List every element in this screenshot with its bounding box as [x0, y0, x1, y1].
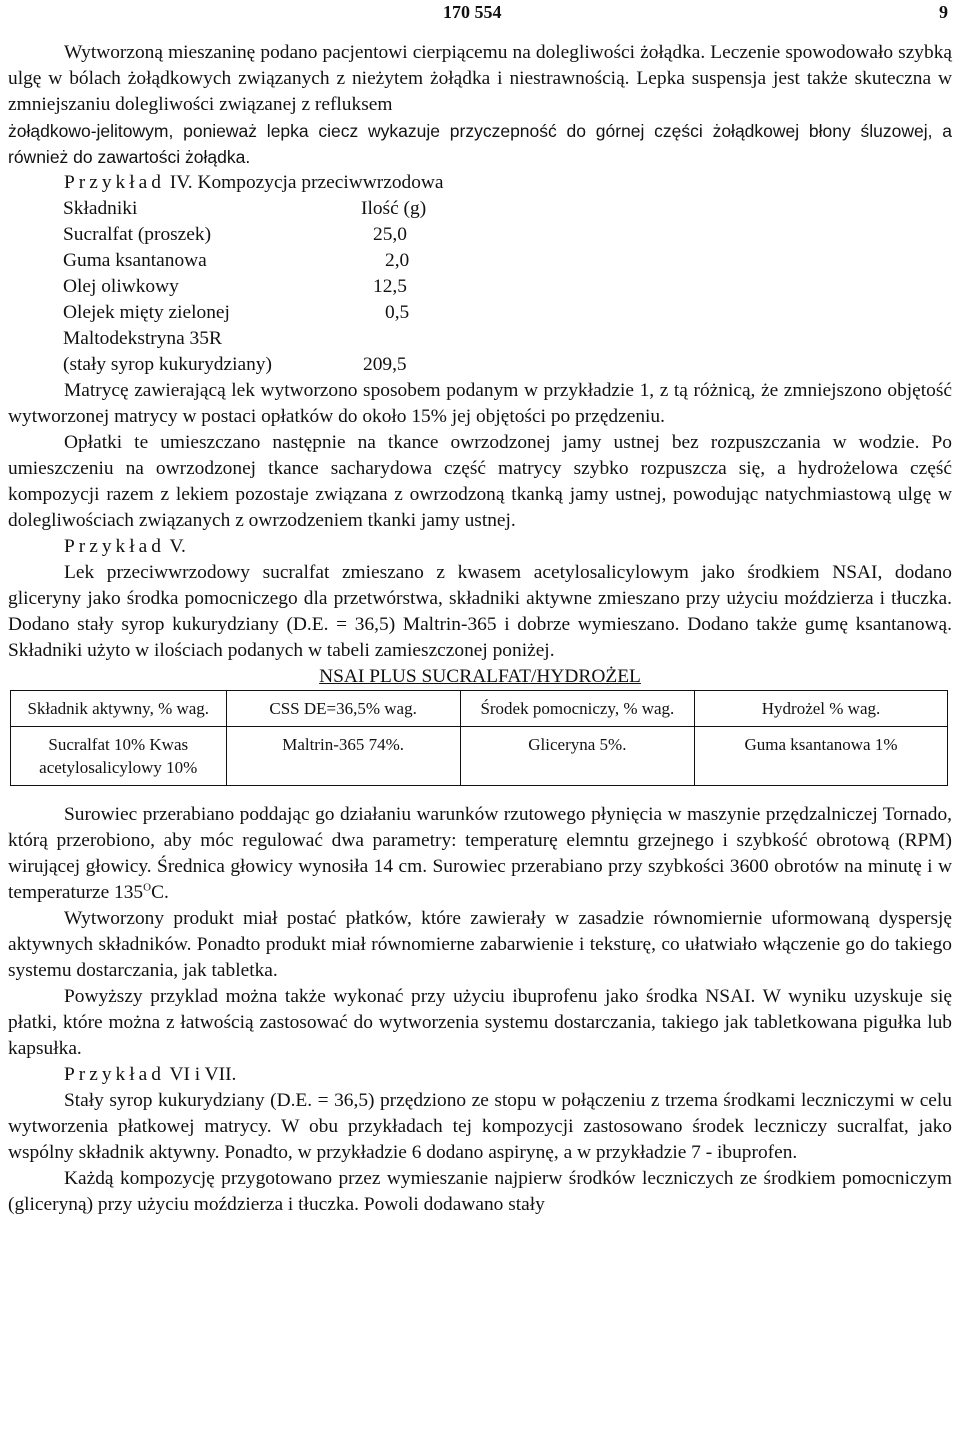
example-6-7-paragraph: Stały syrop kukurydziany (D.E. = 36,5) przędziono ze stopu w połączeniu z trzema środkami leczniczymi w celu wytworzenia płatkowej matrycy. W obu przykładach tej kompozycji zastosowano środek leczniczy sucralfat, jako wspólny składnik aktywny. Ponadto, w przykładzie 6 dodano aspirynę, a w przykładzie 7 - ibuprofen.: [8, 1090, 952, 1163]
ingredients-header: [63, 196, 952, 222]
example-6-7-heading: [8, 1062, 952, 1088]
example-5-heading: [8, 534, 952, 560]
ingredient-row: [63, 300, 952, 326]
composition-table: [10, 690, 948, 786]
table-header-row: [11, 691, 948, 727]
example-4-paragraph: Matrycę zawierającą lek wytworzono sposobem podanym w przykładzie 1, z tą różnicą, że zmniejszono objętość wytworzonej matrycy w postaci opłatków do około 15% jej objętości po przędzeniu.: [8, 380, 952, 427]
ingredient-row: [63, 222, 952, 248]
ingredient-qty: 0,5: [385, 302, 410, 323]
table-row: [11, 727, 948, 786]
ingredient-column-header: Składniki: [63, 198, 138, 219]
ingredient-name: Olejek mięty zielonej: [63, 302, 230, 323]
example-5-paragraph: Wytworzony produkt miał postać płatków, które zawierały w zasadzie równomiernie uformowaną dyspersję aktywnych składników. Ponadto produkt miał równomierne zabarwienie i teksturę, co ułatwiało włączenie go do takiego systemu dostarczania, jak tabletka.: [8, 908, 952, 981]
ingredient-qty: 2,0: [385, 250, 410, 271]
example-5-paragraph: Lek przeciwwrzodowy sucralfat zmieszano z kwasem acetylosalicylowym jako środkiem NSAI, dodano gliceryny jako środka pomocniczego dla przetwórstwa, składniki aktywne zmieszano przy użyciu moździerza i tłuczka. Dodano stały syrop kukurydziany (D.E. = 36,5) Maltrin-365 i dobrze wymieszano. Dodano także gumę ksantanową. Składniki użyto w ilościach podanych w tabeli zamieszczonej poniżej.: [8, 562, 952, 661]
ingredient-name: Maltodekstryna 35R: [63, 328, 222, 349]
table-header-cell: CSS DE=36,5% wag.: [226, 691, 460, 727]
example-4-heading: [8, 170, 952, 196]
example-numeral: IV.: [169, 172, 193, 193]
table-header-cell: Środek pomocniczy, % wag.: [460, 691, 694, 727]
ingredient-row: [63, 352, 952, 378]
ingredient-row: [63, 274, 952, 300]
ingredient-row: [63, 248, 952, 274]
example-label: Przykład: [64, 536, 165, 557]
example-5-paragraph: Powyższy przyklad można także wykonać przy użyciu ibuprofenu jako środka NSAI. W wyniku uzyskuje się płatki, które można z łatwością zastosować do wytworzenia systemu dostarczania, takiego jak tabletkowana pigułka lub kapsułka.: [8, 986, 952, 1059]
degree-superscript: O: [143, 881, 152, 894]
table-cell: Gliceryna 5%.: [460, 727, 694, 786]
example-5-paragraph: [8, 802, 952, 906]
table-title: NSAI PLUS SUCRALFAT/HYDROŻEL: [319, 666, 641, 687]
document-body: [8, 40, 952, 1218]
ingredient-name: Sucralfat (proszek): [63, 224, 212, 245]
example-numeral: V.: [169, 536, 186, 557]
ingredient-qty: 12,5: [373, 276, 407, 297]
temperature-unit: C.: [151, 882, 169, 903]
example-numeral: VI i VII.: [169, 1064, 237, 1085]
table-cell: Maltrin-365 74%.: [226, 727, 460, 786]
process-text: Surowiec przerabiano poddając go działaniu warunków rzutowego płynięcia w maszynie przędzalniczej Tornado, którą przerobiono, aby móc regulować dwa parametry: temperaturę elemntu grzejnego i szybkość obrotową (RPM) wirującej głowicy. Średnica głowicy wynosiła 14 cm. Surowiec przerabiano przy szybkości 3600 obrotów na minutę i w temperaturze 135: [8, 804, 952, 903]
page-header: [0, 2, 960, 24]
example-4-paragraph: Opłatki te umieszczano następnie na tkance owrzodzonej jamy ustnej bez rozpuszczania w wodzie. Po umieszczeniu na owrzodzonej tkance sacharydowa część matrycy szybko rozpuszcza się, a hydrożelowa część kompozycji razem z lekiem pozostaje związana z owrzodzoną tkanką jamy ustnej, powodując natychmiastową ulgę w dolegliwościach związanych z owrzodzeniem tkanki jamy ustnej.: [8, 432, 952, 531]
table-cell: Guma ksantanowa 1%: [695, 727, 948, 786]
table-header-cell: Składnik aktywny, % wag.: [11, 691, 227, 727]
table-header-cell: Hydrożel % wag.: [695, 691, 948, 727]
page-number: 9: [939, 2, 948, 22]
example-label: Przykład: [64, 172, 165, 193]
table-cell: Sucralfat 10% Kwas acetylosalicylowy 10%: [11, 727, 227, 786]
ingredient-qty: 209,5: [363, 354, 407, 375]
ingredient-name: Guma ksantanowa: [63, 250, 207, 271]
ingredient-name: Olej oliwkowy: [63, 276, 179, 297]
example-label: Przykład: [64, 1064, 165, 1085]
ingredient-name: (stały syrop kukurydziany): [63, 354, 272, 375]
ingredient-qty: 25,0: [373, 224, 407, 245]
intro-paragraph-continued: żołądkowo-jelitowym, ponieważ lepka ciecz wykazuje przyczepność do górnej części żołądkowej błony śluzowej, a również do zawartości żołądka.: [8, 121, 952, 167]
ingredient-row: [63, 326, 952, 352]
patent-number: 170 554: [443, 2, 502, 22]
quantity-column-header: Ilość (g): [361, 198, 427, 219]
example-6-7-paragraph: Każdą kompozycję przygotowano przez wymieszanie najpierw środków leczniczych ze środkiem pomocniczym (gliceryną) przy użyciu moździerza i tłuczka. Powoli dodawano stały: [8, 1168, 952, 1215]
intro-paragraph: Wytworzoną mieszaninę podano pacjentowi cierpiącemu na dolegliwości żołądka. Leczenie spowodowało szybką ulgę w bólach żołądkowych związanych z nieżytem żołądka i niestrawnością. Lepka suspensja jest także skuteczna w zmniejszaniu dolegliwości związanej z refluksem: [8, 42, 952, 115]
example-title: Kompozycja przeciwwrzodowa: [197, 172, 444, 193]
